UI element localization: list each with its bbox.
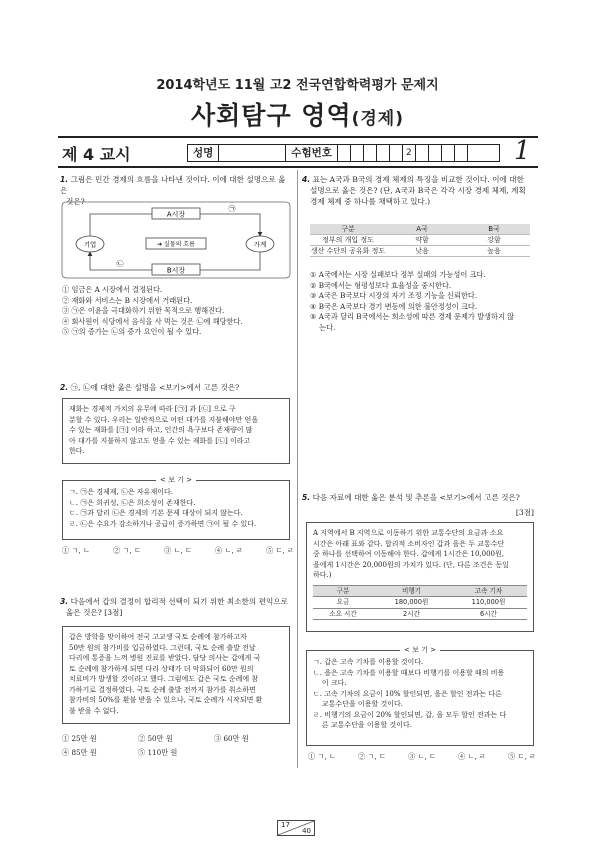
page-counter [277,820,315,836]
answer-option[interactable]: ④ B국은 A국보다 경기 변동에 의한 불안정성이 크다. [310,301,478,311]
answer-option[interactable]: ④ ㄴ, ㄹ [458,752,486,761]
column-divider [297,170,298,768]
question-5-passage [306,522,534,632]
answer-option[interactable]: ⑤ ㉠의 증가는 ㉡의 증가 요인이 될 수 있다. [62,327,202,336]
student-info-box [187,144,500,162]
question-3-number: 3. [60,597,69,606]
answer-option[interactable]: ⑤ ㄷ, ㄹ [508,752,536,761]
bogi-item: ㄱ. ㉠은 경제재, ㉡은 자유재이다. [69,488,173,496]
exam-number-cell [416,145,429,161]
question-4-number: 4. [302,175,311,184]
question-4-options [310,270,538,333]
table-header-cell: B국 [458,224,530,235]
exam-subtitle: 2014학년도 11월 고2 전국연합학력평가 문제지 [156,78,439,93]
table-cell: 높음 [458,246,530,257]
exam-number-cell [455,145,468,161]
exam-number-cell [364,145,377,161]
table-header-cell: A국 [386,224,458,235]
table-cell: 낮음 [386,246,458,257]
mark-a: ㉠ [228,205,236,213]
subject-title-sub: (경제) [351,109,404,129]
answer-option[interactable]: ② B국에서는 형평성보다 효율성을 중시한다. [310,280,452,290]
bogi-item: 른 교통수단을 이용할 것이다. [313,721,412,729]
question-3-stem-line: 다음에서 갑의 결정이 합리적 선택이 되기 위한 최소한의 편익으로 [70,597,288,606]
answer-option[interactable]: ② ㄱ, ㄷ [358,752,386,761]
subject-title [0,96,595,132]
economic-flow-diagram [60,200,292,280]
table-cell: 110,000원 [450,597,527,609]
table-header-row [313,585,527,597]
table-cell: 정부의 개입 정도 [310,235,386,246]
question-2-passage [62,398,290,464]
bogi-label: < 보 기 > [156,475,196,485]
table-row [310,235,530,246]
passage-line: 한다. [69,447,85,455]
bogi-item: ㄹ. 비행기의 요금이 20% 할인되면, 갑, 을 모두 할인 전과는 다 [313,710,507,719]
passage-line: 중 하나를 선택하여 이동해야 한다. 갑에게 1시간은 10,000원, [313,550,504,558]
answer-option[interactable]: ④ 85만 원 [62,747,97,757]
passage-line: 참가비의 50%를 환불 받을 수 있으나, 국토 순례가 시작되면 환 [69,696,263,704]
question-5-table [313,585,527,621]
passage-line: 시간은 아래 표와 같다. 합리적 소비자인 갑과 을은 두 교통수단 [313,539,505,548]
mark-b: ㉡ [116,260,124,268]
answer-option[interactable]: ① 25만 원 [62,734,97,743]
exam-number-cell [429,145,442,161]
question-5-number: 5. [302,493,311,502]
question-4-stem [302,174,534,207]
question-5-stem-line: 다음 자료에 대한 옳은 분석 및 추론을 <보기>에서 고른 것은? [312,493,520,502]
question-2-stem [60,382,292,393]
question-5-stem [302,492,534,503]
question-2-options [62,546,294,557]
bogi-item: ㄱ. 갑은 고속 기차를 이용할 것이다. [313,658,424,666]
table-header-cell: 구분 [313,585,373,597]
table-cell: 요금 [313,597,373,609]
table-row [310,246,530,257]
question-3-stem [60,596,292,618]
answer-option[interactable]: ② ㄱ, ㄷ [113,546,141,555]
passage-line: 아 대가를 지불하지 않고도 얻을 수 있는 재화를 [㉡] 이라고 [69,436,251,445]
answer-option[interactable]: ③ ㄴ, ㄷ [164,546,192,555]
passage-line: 50만 원의 참가비를 입금하였다. 그런데, 국토 순례 출발 전날 [69,643,256,652]
table-header-cell: 구분 [310,224,386,235]
legend-label: ➔ 실물의 흐름 [157,241,195,248]
table-cell: 약함 [386,235,458,246]
table-row [313,597,527,609]
passage-line: 갑은 방학을 맞이하여 전국 고교생 국토 순례에 참가하고자 [69,633,247,641]
market-a-label: A시장 [166,210,186,219]
question-1-stem-line: 것은? [66,197,85,206]
exam-number-cell [468,145,480,161]
passage-line: 가하기로 결정하였다. 국토 순례 출발 전까지 참가를 취소하면 [69,685,256,694]
answer-option[interactable]: ④ 회사원이 식당에서 음식을 사 먹는 것은 ㉡에 해당한다. [62,316,243,326]
bogi-item: ㄴ. ㉠은 희귀성, ㉡은 희소성이 존재한다. [69,498,196,507]
table-row [313,608,527,620]
question-2-number: 2. [60,383,69,392]
answer-option[interactable]: ⑤ 110만 원 [138,747,178,757]
answer-option[interactable]: ③ 60만 원 [214,734,249,743]
question-3-passage [62,626,290,724]
table-cell: 생산 수단의 공유화 정도 [310,247,386,255]
question-2-stem-line: ㉠, ㉡에 대한 옳은 설명을 <보기>에서 고른 것은? [70,383,240,392]
question-4-table [310,224,530,257]
market-b-label: B시장 [166,266,186,275]
question-5-points: [3점] [515,508,534,517]
bogi-item: 교통수단을 이용할 것이다. [313,700,403,708]
question-4-stem-line: 표는 A국과 B국의 경제 체제의 특징을 비교한 것이다. 이에 대한 [312,175,524,184]
question-4-stem-line: 경제 체제 중 하나를 채택하고 있다.) [310,197,431,206]
passage-line: 재화는 경제적 가치의 유무에 따라 [㉠] 과 [㉡] 으로 구 [69,405,236,413]
page-counter-total: 40 [302,827,311,835]
household-label: 가계 [253,240,267,249]
answer-option[interactable]: ② 50만 원 [138,734,173,743]
answer-option[interactable]: ① ㄱ, ㄴ [308,752,336,761]
exam-number-cell [377,145,390,161]
bogi-item: ㄷ. ㉠과 달리 ㉡은 경제의 기본 문제 대상이 되지 않는다. [69,509,243,517]
answer-option[interactable]: ③ A국은 B국보다 시장의 자기 조정 기능을 신뢰한다. [310,291,478,300]
question-1-number: 1. [60,175,69,184]
period-label: 제 4 교시 [62,145,131,164]
exam-number-label: 수험번호 [286,145,338,161]
exam-number-cell [338,145,351,161]
header-rule-bottom [58,166,538,168]
passage-line: 수 있는 재화를 [㉠] 이라 하고, 인간의 욕구보다 존재량이 많 [69,426,253,434]
passage-line: 하다.) [313,571,332,579]
bogi-label: < 보 기 > [400,645,440,655]
answer-option[interactable]: ⑤ A국과 달리 B국에서는 희소성에 따른 경제 문제가 발생하지 않 [310,312,515,321]
answer-option-continuation: 는다. [310,322,336,332]
passage-line: 을에게 1시간은 20,000원의 가치가 있다. (단, 다른 조건은 동일 [313,560,509,569]
question-3-stem-line: 옳은 것은? [3점] [66,608,123,617]
exam-number-cell [442,145,455,161]
question-3-options [62,734,294,758]
passage-line: 치료비가 발생할 것이라고 했다. 그럼에도 갑은 국토 순례에 참 [69,675,259,683]
passage-line: 토 순례에 참가하게 되면 다리 상태가 더 악화되어 60만 원의 [69,664,254,673]
bogi-item: ㄹ. ㉡은 수요가 감소하거나 공급이 증가하면 ㉠이 될 수 있다. [69,519,257,528]
name-label: 성명 [188,145,219,161]
answer-option[interactable]: ② 재화와 서비스는 B 시장에서 거래된다. [62,295,193,305]
table-header-cell: 비행기 [373,585,450,597]
bogi-item: ㄷ. 고속 기차의 요금이 10% 할인되면, 을은 할인 전과는 다른 [313,689,502,698]
answer-option[interactable]: ④ ㄴ, ㄹ [215,546,243,555]
answer-option[interactable]: ⑤ ㄷ, ㄹ [266,546,294,555]
question-5-bogi-box [306,646,534,746]
question-5-options [308,752,536,763]
subject-title-main: 사회탐구 영역 [191,101,352,130]
passage-line: A 지역에서 B 지역으로 이동하기 위한 교통수단의 요금과 소요 [313,529,504,537]
page-counter-current: 17 [281,821,290,829]
table-cell: 6시간 [450,608,527,620]
exam-number-cell [351,145,364,161]
table-header-cell: 고속 기차 [450,585,527,597]
question-4-stem-line: 설명으로 옳은 것은? (단, A국과 B국은 각각 시장 경제 체제, 계획 [310,186,526,195]
table-cell: 180,000원 [373,597,450,609]
answer-option[interactable]: ③ ㄴ, ㄷ [408,752,436,761]
page-number: 1 [514,136,531,166]
name-field [219,145,286,161]
passage-line: 다리에 통증을 느껴 병원 진료를 받았다. 담당 의사는 갑에게 국 [69,654,261,662]
passage-line: 불 받을 수 없다. [69,706,119,715]
passage-line: 분할 수 있다. 우리는 일반적으로 어떤 대가를 지불해야만 얻을 [69,415,259,424]
exam-number-cell: 2 [403,145,416,161]
table-cell: 강함 [458,235,530,246]
table-header-row [310,224,530,235]
answer-option[interactable]: ① ㄱ, ㄴ [62,546,90,555]
header-rule-top [58,136,538,138]
exam-number-cell [390,145,403,161]
table-cell: 소요 시간 [313,608,373,620]
table-cell: 2시간 [373,608,450,620]
question-1-stem-line: 그림은 민간 경제의 흐름을 나타낸 것이다. 이에 대한 설명으로 옳은 [60,175,286,195]
answer-option[interactable]: ① A국에서는 시장 실패보다 정부 실패의 가능성이 크다. [310,270,486,279]
answer-option[interactable]: ③ ㉠은 이윤을 극대화하기 위한 목적으로 행해진다. [62,306,225,315]
firm-label: 기업 [83,240,97,249]
question-2-bogi-box [62,476,290,540]
answer-option[interactable]: ① 임금은 A 시장에서 결정된다. [62,285,163,294]
question-1-options [62,285,294,338]
bogi-item: ㄴ. 을은 고속 기차를 이용할 때보다 비행기를 이용할 때의 비용 [313,668,505,677]
bogi-item: 이 크다. [313,679,347,687]
